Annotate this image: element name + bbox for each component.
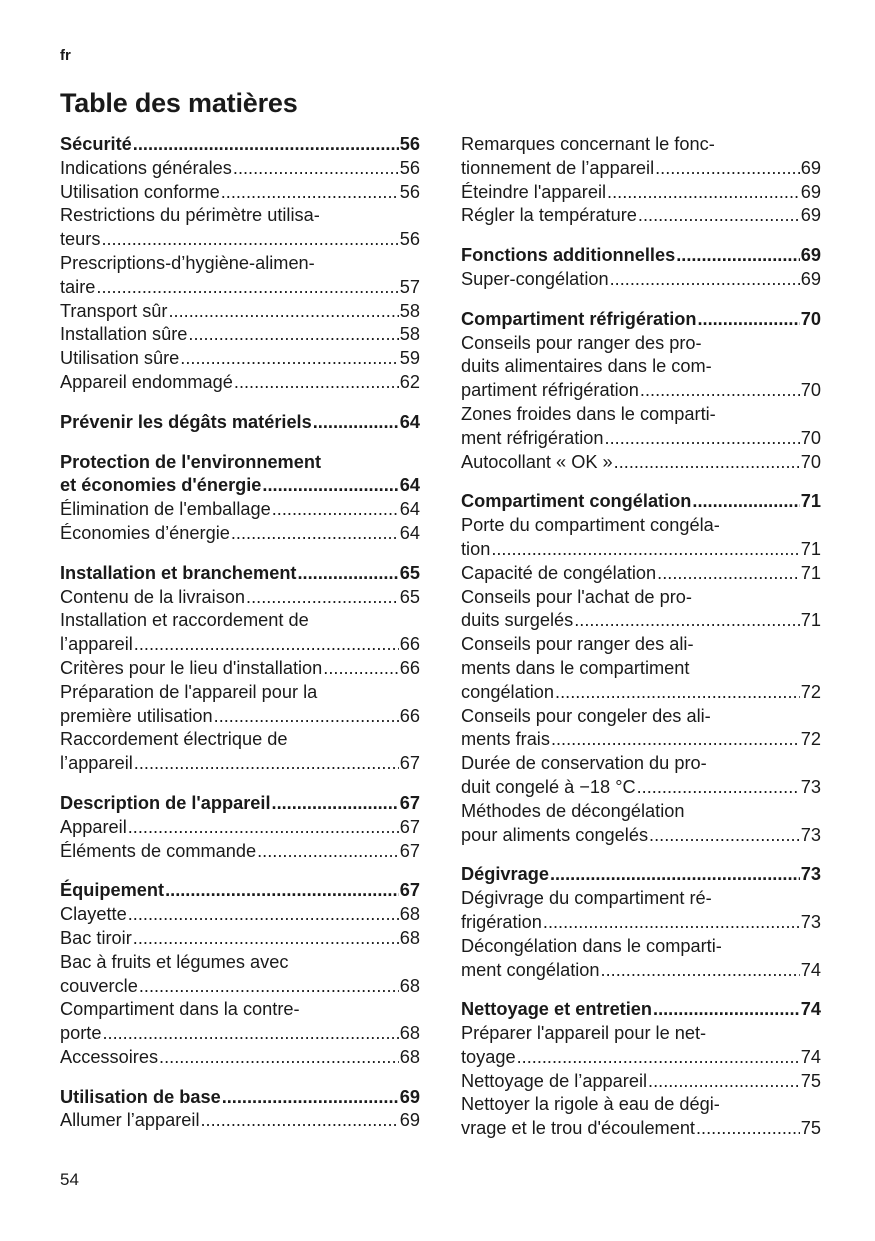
- toc-entry[interactable]: [60, 323, 420, 347]
- dot-leader: [221, 181, 399, 205]
- dot-leader: [128, 816, 399, 840]
- toc-entry-text: partiment réfrigération: [461, 380, 639, 401]
- dot-leader: [692, 490, 799, 514]
- toc-entry-text: Utilisation conforme: [60, 181, 220, 202]
- dot-leader: [676, 244, 800, 268]
- toc-section: [461, 133, 821, 228]
- toc-entry[interactable]: [60, 300, 420, 324]
- toc-entry: [461, 1022, 821, 1046]
- toc-page-number: 73: [800, 776, 821, 797]
- toc-entry-text: teurs: [60, 229, 101, 250]
- toc-page-number: 67: [399, 880, 420, 901]
- toc-entry[interactable]: [461, 1117, 821, 1141]
- toc-entry[interactable]: [60, 371, 420, 395]
- toc-heading[interactable]: [60, 133, 420, 157]
- dot-leader: [517, 1046, 800, 1070]
- toc-entry[interactable]: [60, 1046, 420, 1070]
- toc-entry: [60, 951, 420, 975]
- toc-page-number: 72: [800, 729, 821, 750]
- toc-entry[interactable]: [461, 609, 821, 633]
- toc-entry-text: Nettoyage et entretien: [461, 999, 653, 1020]
- toc-section: [60, 879, 420, 1069]
- dot-leader: [180, 347, 398, 371]
- dot-leader: [555, 681, 800, 705]
- toc-entry-text: couvercle: [60, 975, 138, 996]
- dot-leader: [272, 792, 399, 816]
- toc-entry[interactable]: [461, 824, 821, 848]
- toc-entry[interactable]: [461, 776, 821, 800]
- toc-entry-text: frigération: [461, 911, 542, 932]
- toc-page-number: 70: [800, 380, 821, 401]
- dot-leader: [551, 728, 800, 752]
- toc-entry: [461, 800, 821, 824]
- toc-section: [461, 490, 821, 847]
- toc-entry-text: Appareil: [60, 816, 127, 837]
- toc-entry-text: congélation: [461, 681, 555, 702]
- toc-page-number: 68: [399, 904, 420, 925]
- toc-entry[interactable]: [60, 522, 420, 546]
- toc-page-number: 73: [800, 824, 821, 845]
- toc-entry-text: Appareil endommagé: [60, 371, 233, 392]
- toc-heading[interactable]: [60, 411, 420, 435]
- toc-entry[interactable]: [461, 427, 821, 451]
- dot-leader: [574, 609, 800, 633]
- toc-page-number: 64: [399, 475, 420, 496]
- toc-page-number: 71: [800, 538, 821, 559]
- toc-entry[interactable]: [461, 538, 821, 562]
- toc-page-number: 58: [399, 324, 420, 345]
- toc-entry[interactable]: [60, 903, 420, 927]
- toc-page-number: 58: [399, 300, 420, 321]
- toc-entry[interactable]: [60, 657, 420, 681]
- toc-entry-text: porte: [60, 1023, 102, 1044]
- dot-leader: [262, 474, 398, 498]
- toc-entry-text: Installation sûre: [60, 324, 188, 345]
- toc-entry: [461, 705, 821, 729]
- toc-entry[interactable]: [461, 911, 821, 935]
- toc-section: [60, 411, 420, 435]
- toc-page-number: 72: [800, 681, 821, 702]
- toc-page-number: 59: [399, 348, 420, 369]
- toc-entry-text: Clayette: [60, 904, 127, 925]
- toc-entry-text: Équipement: [60, 880, 165, 901]
- toc-entry-text: Contenu de la livraison: [60, 586, 246, 607]
- toc-entry-text: ments dans le compartiment: [461, 657, 690, 678]
- toc-page-number: 67: [399, 753, 420, 774]
- toc-heading[interactable]: [60, 879, 420, 903]
- toc-entry-text: taire: [60, 276, 96, 297]
- toc-page-number: 66: [399, 634, 420, 655]
- dot-leader: [637, 776, 800, 800]
- toc-page-number: 67: [399, 840, 420, 861]
- dot-leader: [648, 1070, 800, 1094]
- toc-entry: [60, 252, 420, 276]
- toc-entry-text: Transport sûr: [60, 300, 168, 321]
- toc-heading[interactable]: [60, 474, 420, 498]
- dot-leader: [188, 323, 398, 347]
- dot-leader: [133, 927, 399, 951]
- toc-entry-text: Régler la température: [461, 205, 637, 226]
- toc-entry: [461, 403, 821, 427]
- toc-entry[interactable]: [60, 586, 420, 610]
- toc-entry: [461, 887, 821, 911]
- dot-leader: [133, 133, 399, 157]
- toc-entry[interactable]: [60, 228, 420, 252]
- toc-heading[interactable]: [60, 562, 420, 586]
- toc-entry-text: Éléments de commande: [60, 840, 257, 861]
- toc-entry-text: première utilisation: [60, 705, 213, 726]
- toc-page-number: 65: [399, 586, 420, 607]
- toc-entry-text: Durée de conservation du pro-: [461, 753, 707, 774]
- toc-page-number: 68: [399, 1046, 420, 1067]
- toc-entry-text: Porte du compartiment congéla-: [461, 515, 720, 536]
- toc-entry-text: Préparer l'appareil pour le net-: [461, 1023, 707, 1044]
- toc-section: [60, 792, 420, 863]
- dot-leader: [139, 975, 399, 999]
- toc-page-number: 73: [800, 864, 821, 885]
- dot-leader: [214, 705, 399, 729]
- toc-entry: [60, 609, 420, 633]
- toc-page-number: 75: [800, 1118, 821, 1139]
- toc-entry[interactable]: [461, 1070, 821, 1094]
- toc-entry-text: Remarques concernant le fonc-: [461, 134, 715, 154]
- toc-entry[interactable]: [60, 816, 420, 840]
- toc-section: [461, 308, 821, 475]
- dot-leader: [222, 1086, 399, 1110]
- toc-heading[interactable]: [461, 244, 821, 268]
- toc-entry: [461, 657, 821, 681]
- toc-entry-text: duits surgelés: [461, 610, 574, 631]
- dot-leader: [233, 157, 399, 181]
- toc-entry-text: tionnement de l’appareil: [461, 157, 655, 178]
- toc-section: [60, 562, 420, 776]
- toc-entry: [461, 355, 821, 379]
- toc-section: [60, 1086, 420, 1134]
- toc-entry: [461, 752, 821, 776]
- toc-entry-text: Autocollant « OK »: [461, 451, 613, 472]
- toc-entry[interactable]: [60, 633, 420, 657]
- toc-entry: [461, 586, 821, 610]
- toc-page-number: 56: [399, 181, 420, 202]
- toc-entry[interactable]: [461, 204, 821, 228]
- toc-entry-text: Restrictions du périmètre utilisa-: [60, 205, 320, 226]
- toc-entry[interactable]: [461, 562, 821, 586]
- toc-page-number: 69: [800, 157, 821, 178]
- toc-entry-text: Zones froides dans le comparti-: [461, 403, 716, 424]
- dot-leader: [246, 586, 399, 610]
- toc-entry-text: Raccordement électrique de: [60, 729, 288, 750]
- toc-entry-text: Conseils pour congeler des ali-: [461, 705, 711, 726]
- toc-heading: [60, 451, 420, 475]
- toc-page-number: 56: [399, 134, 420, 154]
- toc-entry-text: Fonctions additionnelles: [461, 245, 676, 266]
- toc-entry-text: Conseils pour l'achat de pro-: [461, 586, 692, 607]
- dot-leader: [491, 538, 799, 562]
- dot-leader: [640, 379, 800, 403]
- toc-entry[interactable]: [461, 681, 821, 705]
- dot-leader: [313, 411, 399, 435]
- toc-section: [461, 863, 821, 982]
- toc-page-number: 62: [399, 371, 420, 392]
- toc-entry[interactable]: [461, 728, 821, 752]
- toc-entry-text: Méthodes de décongélation: [461, 800, 685, 821]
- toc-entry[interactable]: [60, 157, 420, 181]
- toc-page-number: 73: [800, 911, 821, 932]
- toc-page-number: 56: [399, 229, 420, 250]
- dot-leader: [272, 498, 399, 522]
- toc-entry-text: Prescriptions-d’hygiène-alimen-: [60, 252, 315, 273]
- toc-page-number: 70: [800, 308, 821, 329]
- dot-leader: [234, 371, 399, 395]
- toc-entry-text: l’appareil: [60, 634, 133, 655]
- toc-page-number: 69: [800, 268, 821, 289]
- toc-page-number: 69: [399, 1110, 420, 1131]
- dot-leader: [614, 451, 800, 475]
- dot-leader: [323, 657, 398, 681]
- toc-entry: [461, 633, 821, 657]
- toc-entry: [60, 681, 420, 705]
- toc-entry-text: Sécurité: [60, 134, 132, 154]
- toc-page-number: 66: [399, 705, 420, 726]
- toc-entry[interactable]: [461, 1046, 821, 1070]
- toc-page-number: 65: [399, 562, 420, 583]
- toc-entry: [60, 728, 420, 752]
- toc-entry-text: Protection de l'environnement: [60, 451, 322, 472]
- dot-leader: [610, 268, 800, 292]
- dot-leader: [605, 427, 800, 451]
- toc-entry-text: Compartiment réfrigération: [461, 308, 697, 329]
- toc-entry-text: Description de l'appareil: [60, 792, 271, 813]
- toc-entry-text: pour aliments congelés: [461, 824, 649, 845]
- toc-entry-text: vrage et le trou d'écoulement: [461, 1118, 695, 1139]
- toc-entry-text: Installation et branchement: [60, 562, 297, 583]
- dot-leader: [297, 562, 398, 586]
- toc-page-number: 69: [800, 245, 821, 266]
- dot-leader: [638, 204, 800, 228]
- toc-entry-text: Compartiment congélation: [461, 491, 692, 512]
- toc-page-number: 71: [800, 491, 821, 512]
- toc-page-number: 71: [800, 562, 821, 583]
- dot-leader: [697, 308, 799, 332]
- toc-heading[interactable]: [60, 1086, 420, 1110]
- dot-leader: [101, 228, 398, 252]
- toc-page-number: 75: [800, 1070, 821, 1091]
- dot-leader: [543, 911, 800, 935]
- toc-entry: [461, 935, 821, 959]
- toc-entry[interactable]: [60, 347, 420, 371]
- dot-leader: [128, 903, 399, 927]
- toc-entry-text: Utilisation de base: [60, 1086, 221, 1107]
- toc-page-number: 68: [399, 927, 420, 948]
- toc-heading[interactable]: [461, 490, 821, 514]
- toc-entry-text: Dégivrage du compartiment ré-: [461, 888, 712, 909]
- toc-section: [461, 244, 821, 292]
- dot-leader: [134, 633, 399, 657]
- toc-entry[interactable]: [60, 840, 420, 864]
- toc-entry: [60, 204, 420, 228]
- toc-entry-text: Compartiment dans la contre-: [60, 999, 300, 1020]
- toc-entry[interactable]: [60, 927, 420, 951]
- toc-section: [60, 133, 420, 395]
- toc-entry[interactable]: [461, 959, 821, 983]
- toc-entry[interactable]: [461, 451, 821, 475]
- toc-entry-text: Élimination de l'emballage: [60, 499, 271, 520]
- toc-entry-text: duits alimentaires dans le com-: [461, 356, 712, 377]
- toc-page-number: 74: [800, 1046, 821, 1067]
- toc-entry: [461, 133, 821, 157]
- toc-page-number: 69: [800, 181, 821, 202]
- toc-entry-text: Dégivrage: [461, 864, 549, 885]
- toc-page-number: 64: [399, 499, 420, 520]
- toc-entry-text: duit congelé à −18 °C: [461, 776, 636, 797]
- toc-entry-text: Nettoyage de l’appareil: [461, 1070, 648, 1091]
- toc-page-number: 66: [399, 657, 420, 678]
- dot-leader: [165, 879, 399, 903]
- toc-page-number: 67: [399, 816, 420, 837]
- language-code: fr: [60, 47, 71, 64]
- toc-entry-text: Critères pour le lieu d'installation: [60, 657, 323, 678]
- toc-entry[interactable]: [60, 975, 420, 999]
- toc-entry-text: Bac à fruits et légumes avec: [60, 951, 289, 972]
- toc-entry[interactable]: [60, 498, 420, 522]
- toc-entry-text: ments frais: [461, 729, 550, 750]
- toc-heading[interactable]: [461, 863, 821, 887]
- toc-entry-text: Préparation de l'appareil pour la: [60, 681, 318, 702]
- toc-entry-text: tion: [461, 538, 491, 559]
- toc-entry[interactable]: [60, 181, 420, 205]
- dot-leader: [655, 157, 800, 181]
- dot-leader: [102, 1022, 398, 1046]
- toc-heading[interactable]: [60, 792, 420, 816]
- toc-entry[interactable]: [461, 379, 821, 403]
- toc-page-number: 70: [800, 451, 821, 472]
- dot-leader: [601, 959, 800, 983]
- toc-entry: [461, 1093, 821, 1117]
- dot-leader: [168, 300, 398, 324]
- toc-entry-text: Capacité de congélation: [461, 562, 657, 583]
- toc-page-number: 74: [800, 959, 821, 980]
- dot-leader: [231, 522, 399, 546]
- toc-page-number: 69: [800, 205, 821, 226]
- toc-entry-text: Super-congélation: [461, 268, 609, 289]
- toc-page-number: 64: [399, 411, 420, 432]
- toc-page-number: 67: [399, 792, 420, 813]
- toc-entry-text: Conseils pour ranger des ali-: [461, 634, 694, 655]
- dot-leader: [653, 998, 800, 1022]
- toc-entry-text: et économies d'énergie: [60, 475, 262, 496]
- page-title: Table des matières: [60, 88, 298, 118]
- toc-page-number: 68: [399, 1023, 420, 1044]
- toc-entry-text: Accessoires: [60, 1046, 159, 1067]
- toc-entry[interactable]: [60, 276, 420, 300]
- toc-page-number: 70: [800, 427, 821, 448]
- toc-page-number: 57: [399, 276, 420, 297]
- toc-entry-text: Prévenir les dégâts matériels: [60, 411, 312, 432]
- toc-entry[interactable]: [60, 1109, 420, 1133]
- toc-column-right: [461, 133, 821, 1157]
- toc-entry: [461, 332, 821, 356]
- toc-entry-text: ment réfrigération: [461, 427, 604, 448]
- toc-entry[interactable]: [60, 705, 420, 729]
- toc-entry-text: Installation et raccordement de: [60, 610, 309, 631]
- toc-entry[interactable]: [461, 157, 821, 181]
- dot-leader: [649, 824, 800, 848]
- toc-heading[interactable]: [461, 998, 821, 1022]
- toc-entry-text: toyage: [461, 1046, 516, 1067]
- toc-entry: [461, 514, 821, 538]
- dot-leader: [201, 1109, 399, 1133]
- toc-entry-text: Indications générales: [60, 157, 232, 178]
- toc-entry-text: Éteindre l'appareil: [461, 181, 607, 202]
- toc-entry-text: Décongélation dans le comparti-: [461, 935, 722, 956]
- dot-leader: [550, 863, 800, 887]
- toc-column-left: [60, 133, 420, 1149]
- toc-page-number: 71: [800, 610, 821, 631]
- toc-page-number: 56: [399, 157, 420, 178]
- toc-section: [461, 998, 821, 1141]
- toc-entry: [60, 998, 420, 1022]
- dot-leader: [607, 181, 800, 205]
- dot-leader: [134, 752, 399, 776]
- toc-entry-text: Économies d’énergie: [60, 522, 230, 543]
- toc-section: [60, 451, 420, 546]
- toc-entry[interactable]: [60, 752, 420, 776]
- dot-leader: [96, 276, 398, 300]
- toc-entry-text: Utilisation sûre: [60, 348, 180, 369]
- dot-leader: [696, 1117, 800, 1141]
- toc-entry-text: Conseils pour ranger des pro-: [461, 332, 702, 353]
- toc-page-number: 68: [399, 975, 420, 996]
- toc-page-number: 74: [800, 999, 821, 1020]
- toc-entry-text: l’appareil: [60, 753, 133, 774]
- dot-leader: [159, 1046, 399, 1070]
- toc-entry-text: Allumer l’appareil: [60, 1110, 200, 1131]
- toc-page-number: 64: [399, 522, 420, 543]
- toc-entry[interactable]: [60, 1022, 420, 1046]
- dot-leader: [257, 840, 399, 864]
- toc-page-number: 69: [399, 1086, 420, 1107]
- toc-heading[interactable]: [461, 308, 821, 332]
- toc-entry-text: ment congélation: [461, 959, 600, 980]
- toc-entry-text: Nettoyer la rigole à eau de dégi-: [461, 1094, 720, 1115]
- dot-leader: [657, 562, 800, 586]
- toc-entry[interactable]: [461, 268, 821, 292]
- toc-entry[interactable]: [461, 181, 821, 205]
- page-number: 54: [60, 1170, 79, 1189]
- toc-entry-text: Bac tiroir: [60, 927, 132, 948]
